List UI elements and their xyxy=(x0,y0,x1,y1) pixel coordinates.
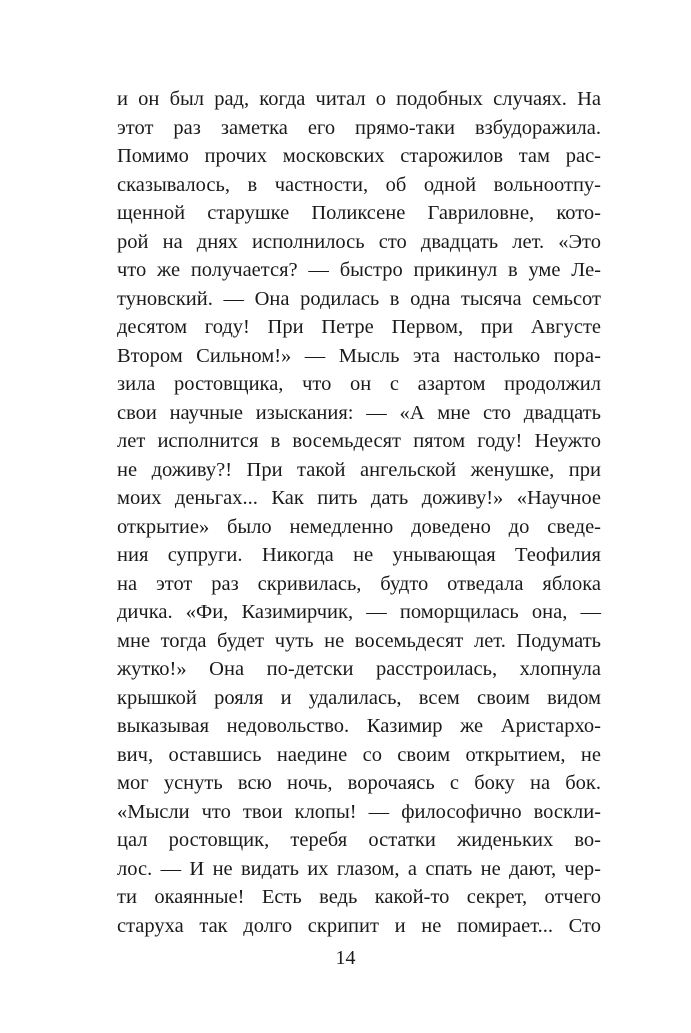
text-line: на этот раз скривилась, будто отведала яблока xyxy=(117,572,601,595)
text-line: мог уснуть всю ночь, ворочаясь с боку на бок. xyxy=(117,772,601,794)
text-line: не доживу?! При такой ангельской женушке, при xyxy=(117,458,601,481)
page-number: 14 xyxy=(335,947,356,969)
text-line: цал ростовщик, теребя остатки жиденьких во- xyxy=(117,829,601,851)
text-line: свои научные изыскания: — «А мне сто двадцать xyxy=(117,401,601,424)
text-line: лос. — И не видать их глазом, а спать не дают, чер- xyxy=(117,857,601,880)
text-line: открытие» было немедленно доведено до сведе- xyxy=(117,515,601,538)
text-line: щенной старушке Поликсене Гавриловне, кото- xyxy=(117,202,601,224)
text-line: рой на днях исполнилось сто двадцать лет. «Это xyxy=(117,230,601,253)
text-line: моих деньгах... Как пить дать доживу!» «Научное xyxy=(117,487,601,509)
text-line: и он был рад, когда читал о подобных случаях. На xyxy=(117,88,601,110)
text-line: вич, оставшись наедине со своим открытием, не xyxy=(117,743,601,766)
text-line: дичка. «Фи, Казимирчик, — поморщилась она, — xyxy=(117,601,601,623)
text-line: этот раз заметка его прямо-таки взбудоражила. xyxy=(117,116,601,139)
body-text xyxy=(117,85,601,940)
text-line: ния супруги. Никогда не унывающая Теофилия xyxy=(117,544,601,566)
text-line: зила ростовщика, что он с азартом продолжил xyxy=(117,373,601,395)
text-line: что же получается? — быстро прикинул в уме Ле- xyxy=(117,259,601,281)
text-line: лет исполнится в восемьдесят пятом году! Неужто xyxy=(117,430,601,452)
text-line: сказывалось, в частности, об одной вольноотпу- xyxy=(117,173,601,196)
text-line: десятом году! При Петре Первом, при Августе xyxy=(117,316,601,338)
text-line: выказывая недовольство. Казимир же Аристархо- xyxy=(117,715,601,737)
text-line: крышкой рояля и удалилась, всем своим видом xyxy=(117,686,601,709)
text-line: жутко!» Она по-детски расстроилась, хлопнула xyxy=(117,658,601,680)
text-line: туновский. — Она родилась в одна тысяча семьсот xyxy=(117,287,601,310)
text-line: Втором Сильном!» — Мысль эта настолько пора- xyxy=(117,344,601,367)
text-line: ти окаянные! Есть ведь какой-то секрет, отчего xyxy=(117,886,601,908)
text-line: «Мысли что твои клопы! — философично воскли- xyxy=(117,800,601,823)
text-line: старуха так долго скрипит и не помирает... Сто xyxy=(117,914,601,937)
text-line: Помимо прочих московских старожилов там рас- xyxy=(117,145,601,167)
text-line: мне тогда будет чуть не восемьдесят лет. Подумать xyxy=(117,629,601,652)
